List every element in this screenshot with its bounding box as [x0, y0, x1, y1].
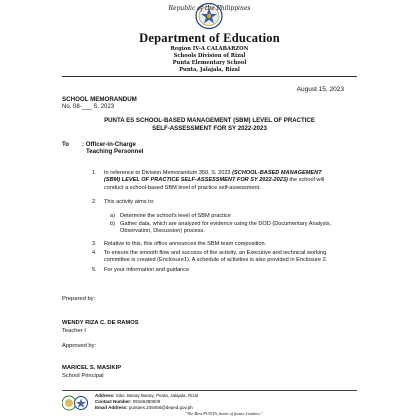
paragraph-1-text-a: In reference to Division Memorandum 350, S. 2023: [104, 170, 233, 176]
item-b-line-2: Observation, Discussion) process.: [120, 228, 205, 235]
paragraph-3-number: 3.: [92, 241, 97, 247]
recipient-2: Teaching Personnel: [86, 148, 144, 155]
item-b-text: [120, 221, 352, 236]
preparer-title: Teacher I: [62, 328, 86, 334]
footer-contact: [95, 399, 160, 404]
subject-line-1: PUNTA ES SCHOOL-BASED MANAGEMENT (SBM) LEVEL OF PRACTICE: [104, 117, 315, 124]
header-republic: Republic of the Philippines: [168, 5, 251, 12]
paragraph-1-text-c: conduct a school-based SBM level of practice self-assessment.: [104, 184, 261, 191]
item-a-letter: a): [110, 213, 115, 219]
paragraph-1: [104, 170, 350, 192]
paragraph-3: Relative to this, this office announces the SBM team composition.: [104, 241, 267, 247]
header-region: Region IV-A CALABARZON: [170, 46, 249, 52]
paragraph-5: For your information and guidance: [104, 267, 190, 273]
footer-address: [95, 393, 198, 398]
approver-title: School Principal: [62, 373, 104, 379]
paragraph-1-title-a: (SCHOOL-BASED MANAGEMENT: [232, 170, 322, 176]
footer-address-value: Sitio. Banay Banay, Punta, Jalajala, Rizal: [114, 393, 198, 398]
footer-email-label: Email Address:: [95, 405, 128, 410]
header-address: Punta, Jalajala, Rizal: [179, 67, 240, 73]
header-school: Punta Elementary School: [172, 60, 247, 66]
memo-title: SCHOOL MEMORANDUM: [62, 96, 137, 103]
item-b-letter: b): [110, 221, 115, 227]
paragraph-4: [104, 250, 350, 265]
memo-date: August 15, 2023: [296, 86, 344, 93]
approved-label: Approved by:: [62, 343, 97, 349]
paragraph-1-text-b: the school will: [287, 177, 325, 184]
paragraph-1-number: 1.: [92, 170, 97, 176]
school-slogan: "The Best PUNTA, home of future Leaders.": [185, 411, 263, 416]
paragraph-4-number: 4.: [92, 250, 97, 256]
footer-divider: [62, 390, 357, 391]
recipient-1: : Officer-in-Charge: [82, 141, 136, 148]
approver-name: MARICEL S. MASIKIP: [62, 365, 122, 371]
school-logo-icon: [62, 393, 88, 413]
item-a-text: Determine the school's level of SBM practice: [120, 213, 231, 219]
footer-contact-label: Contact Number:: [95, 399, 132, 404]
header-divider: [62, 76, 357, 77]
header-division: Schools Division of Rizal: [173, 53, 246, 59]
footer-email[interactable]: [95, 405, 193, 410]
item-b-line-1: Gather data, which are analyzed for evidence using the DOD (Documentary Analysis,: [120, 221, 332, 227]
paragraph-2-number: 2.: [92, 199, 97, 205]
subject-line-2: SELF-ASSESSMENT FOR SY 2022-2023: [152, 125, 267, 132]
footer-email-value[interactable]: puntaes.109458@deped.gov.ph: [127, 405, 193, 410]
memo-number: No. 08-___ S. 2023: [62, 104, 115, 110]
footer-contact-value: 09166380509: [131, 399, 161, 404]
to-label: To: [62, 141, 69, 148]
footer-address-label: Address:: [95, 393, 115, 398]
paragraph-4-line-2: committee is created (Enclosure1). A schedule of activities is also provided in Enclosure 2.: [104, 257, 328, 264]
preparer-name: WENDY RIZA C. DE RAMOS: [62, 320, 139, 326]
prepared-label: Prepared by:: [62, 296, 96, 302]
paragraph-1-title-b: (SBM) LEVEL OF PRACTICE SELF-ASSESSMENT FOR SY 2022-2023): [104, 177, 288, 184]
paragraph-2: This activity aims to:: [104, 199, 155, 205]
paragraph-5-number: 5.: [92, 267, 97, 273]
header-department: Department of Education: [139, 31, 280, 45]
paragraph-4-line-1: To ensure the smooth flow and success of the activity, an Executive and technical working: [104, 250, 327, 256]
